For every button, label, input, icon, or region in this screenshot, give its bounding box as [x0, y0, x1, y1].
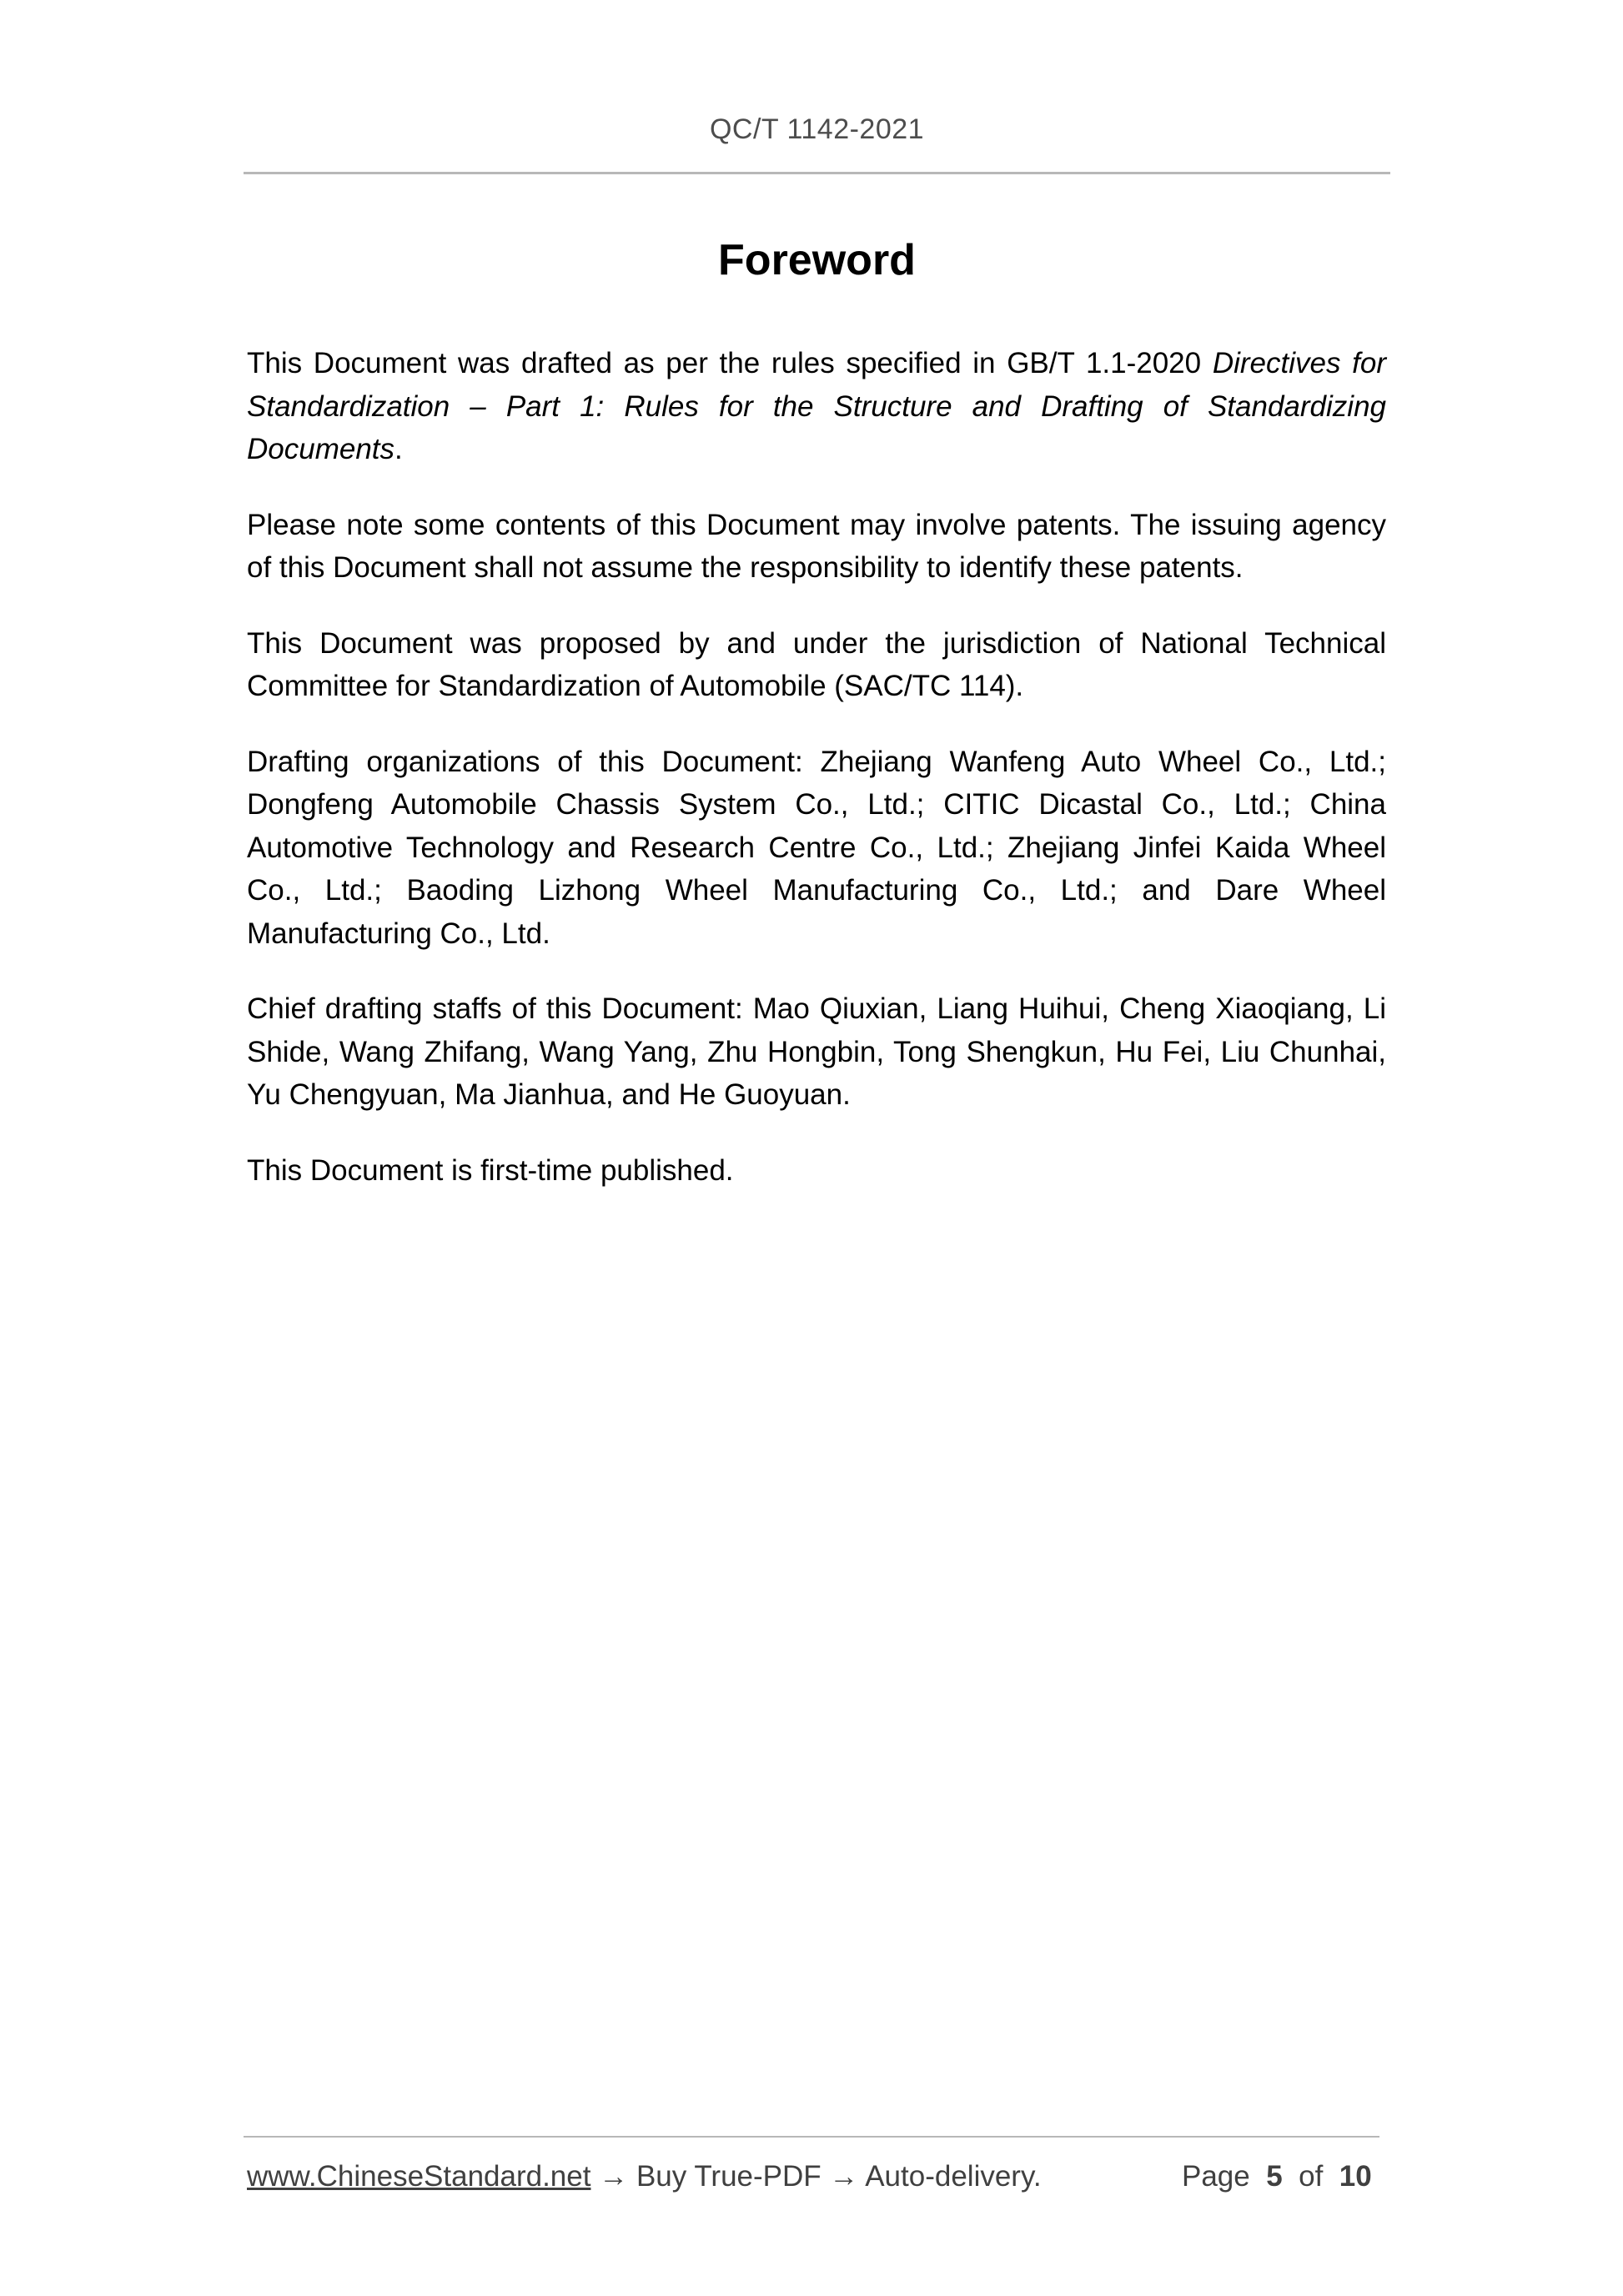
cited-standard-title: Directives for Standardization – Part 1: Rules for the Structure and Drafting of Standardizing Documents — [247, 347, 1386, 465]
foreword-body — [247, 342, 1386, 1224]
paragraph-patents: Please note some contents of this Document may involve patents. The issuing agency of this Document shall not assume the responsibility to identify these patents. — [247, 508, 1386, 584]
page-title: Foreword — [718, 236, 916, 284]
paragraph-jurisdiction: This Document was proposed by and under the jurisdiction of National Technical Committee for Standardization of Automobile (SAC/TC 114). — [247, 626, 1386, 702]
footer-promo — [247, 2160, 1042, 2193]
paragraph-drafting-staffs: Chief drafting staffs of this Document: Mao Qiuxian, Liang Huihui, Cheng Xiaoqiang, Li Shide, Wang Zhifang, Wang Yang, Zhu Hongbin, Tong Shengkun, Hu Fei, Liu Chunhai, Yu Chengyuan, Ma Jianhua, and He Guoyuan. — [247, 992, 1386, 1111]
of-label: of — [1299, 2160, 1324, 2193]
website-link[interactable]: www.ChineseStandard.net — [247, 2160, 591, 2193]
footer-divider — [244, 2136, 1379, 2138]
paragraph-publication: This Document is first-time published. — [247, 1153, 734, 1187]
page-label: Page — [1182, 2160, 1250, 2193]
paragraph-text: . — [394, 433, 403, 465]
paragraph-drafting-rules — [247, 342, 1386, 471]
current-page-number: 5 — [1266, 2160, 1283, 2193]
paragraph-text: This Document was drafted as per the rules specified in GB/T 1.1-2020 — [247, 347, 1213, 379]
auto-delivery-text: Auto-delivery. — [865, 2160, 1042, 2193]
arrow-right-icon: → — [829, 2160, 859, 2193]
document-code-header: QC/T 1142-2021 — [709, 113, 925, 145]
page-indicator — [1182, 2160, 1372, 2193]
paragraph-drafting-organizations: Drafting organizations of this Document: Zhejiang Wanfeng Auto Wheel Co., Ltd.; Dongfeng Automobile Chassis System Co., Ltd.; CITIC Dicastal Co., Ltd.; China Automotive Technology and Research Centre Co., Ltd.; Zhejiang Jinfei Kaida Wheel Co., Ltd.; Baoding Lizhong Wheel Manufacturing Co., Ltd.; and Dare Wheel Manufacturing Co., Ltd. — [247, 745, 1386, 950]
total-pages-number: 10 — [1339, 2160, 1372, 2193]
buy-pdf-text: Buy True-PDF — [636, 2160, 822, 2193]
arrow-right-icon: → — [599, 2160, 629, 2193]
header-divider — [244, 172, 1390, 174]
